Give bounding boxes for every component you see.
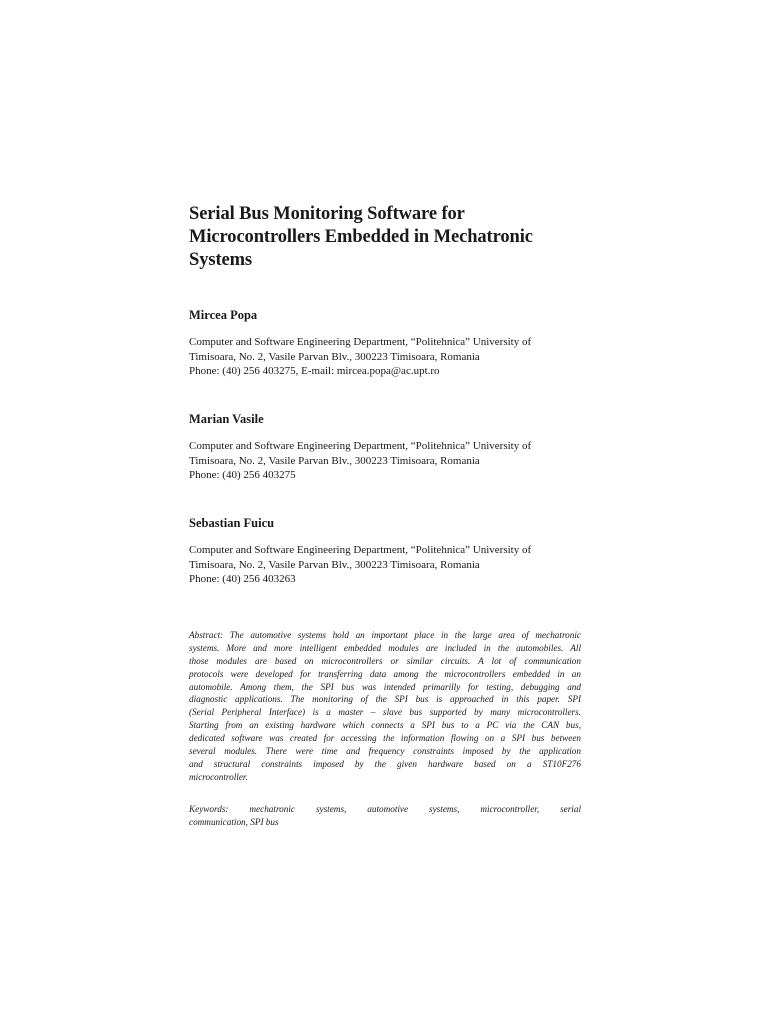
affiliation-line: Computer and Software Engineering Department, “Politehnica” University of [189, 544, 532, 556]
keywords [189, 803, 581, 829]
keywords-line: communication, SPI bus [189, 816, 279, 827]
author-block [189, 515, 581, 587]
affiliation-line: Timisoara, No. 2, Vasile Parvan Blv., 300223 Timisoara, Romania [189, 558, 480, 571]
abstract-line: and structural constraints imposed by the given hardware based on a ST10F276 [189, 758, 581, 769]
paper-title [189, 203, 581, 272]
abstract-line: systems. More and more intelligent embedded modules are included in the automobiles. All [189, 642, 581, 653]
affiliation-line: Timisoara, No. 2, Vasile Parvan Blv., 300223 Timisoara, Romania [189, 454, 480, 467]
abstract-line: Abstract: The automotive systems hold an important place in the large area of mechatronic [189, 630, 581, 640]
abstract-line: dedicated software was created for accessing the information flowing on a SPI bus between [189, 733, 581, 744]
title-line: Systems [189, 250, 253, 270]
author-name: Mircea Popa [189, 308, 258, 322]
abstract-line: several modules. There were time and frequency constraints imposed by the application [189, 746, 581, 757]
title-line: Serial Bus Monitoring Software for [189, 204, 465, 224]
affiliation-line: Computer and Software Engineering Department, “Politehnica” University of [189, 440, 532, 452]
affiliation-line: Computer and Software Engineering Department, “Politehnica” University of [189, 336, 532, 348]
abstract-line: those modules are based on microcontrollers or similar circuits. A lot of communication [189, 655, 581, 666]
abstract-line: protocols were developed for transferring data among the microcontrollers embedded in an [189, 668, 581, 679]
abstract-line: (Serial Peripheral Interface) is a master – slave bus supported by many microcontrollers. [189, 707, 581, 718]
abstract [189, 629, 581, 784]
affiliation-line: Phone: (40) 256 403263 [189, 573, 296, 586]
author-name: Marian Vasile [189, 412, 264, 426]
author-name: Sebastian Fuicu [189, 516, 275, 530]
author-block [189, 411, 581, 483]
title-line: Microcontrollers Embedded in Mechatronic [189, 227, 533, 247]
abstract-line: microcontroller. [189, 771, 248, 782]
abstract-line: automobile. Among them, the SPI bus was intended primarilly for testing, debugging and [189, 681, 581, 692]
paper-page [189, 0, 581, 1024]
author-affiliation [189, 543, 581, 587]
author-affiliation [189, 335, 581, 379]
affiliation-line: Phone: (40) 256 403275 [189, 469, 296, 482]
abstract-line: diagnostic applications. The monitoring of the SPI bus is approached in this paper. SPI [189, 694, 581, 705]
abstract-line: Starting from an existing hardware which connects a SPI bus to a PC via the CAN bus, [189, 720, 581, 731]
author-affiliation [189, 439, 581, 483]
author-block [189, 307, 581, 379]
affiliation-line: Timisoara, No. 2, Vasile Parvan Blv., 300223 Timisoara, Romania [189, 350, 480, 363]
affiliation-line: Phone: (40) 256 403275, E-mail: mircea.popa@ac.upt.ro [189, 365, 440, 378]
keywords-line: Keywords: mechatronic systems, automotive systems, microcontroller, serial [189, 804, 581, 814]
